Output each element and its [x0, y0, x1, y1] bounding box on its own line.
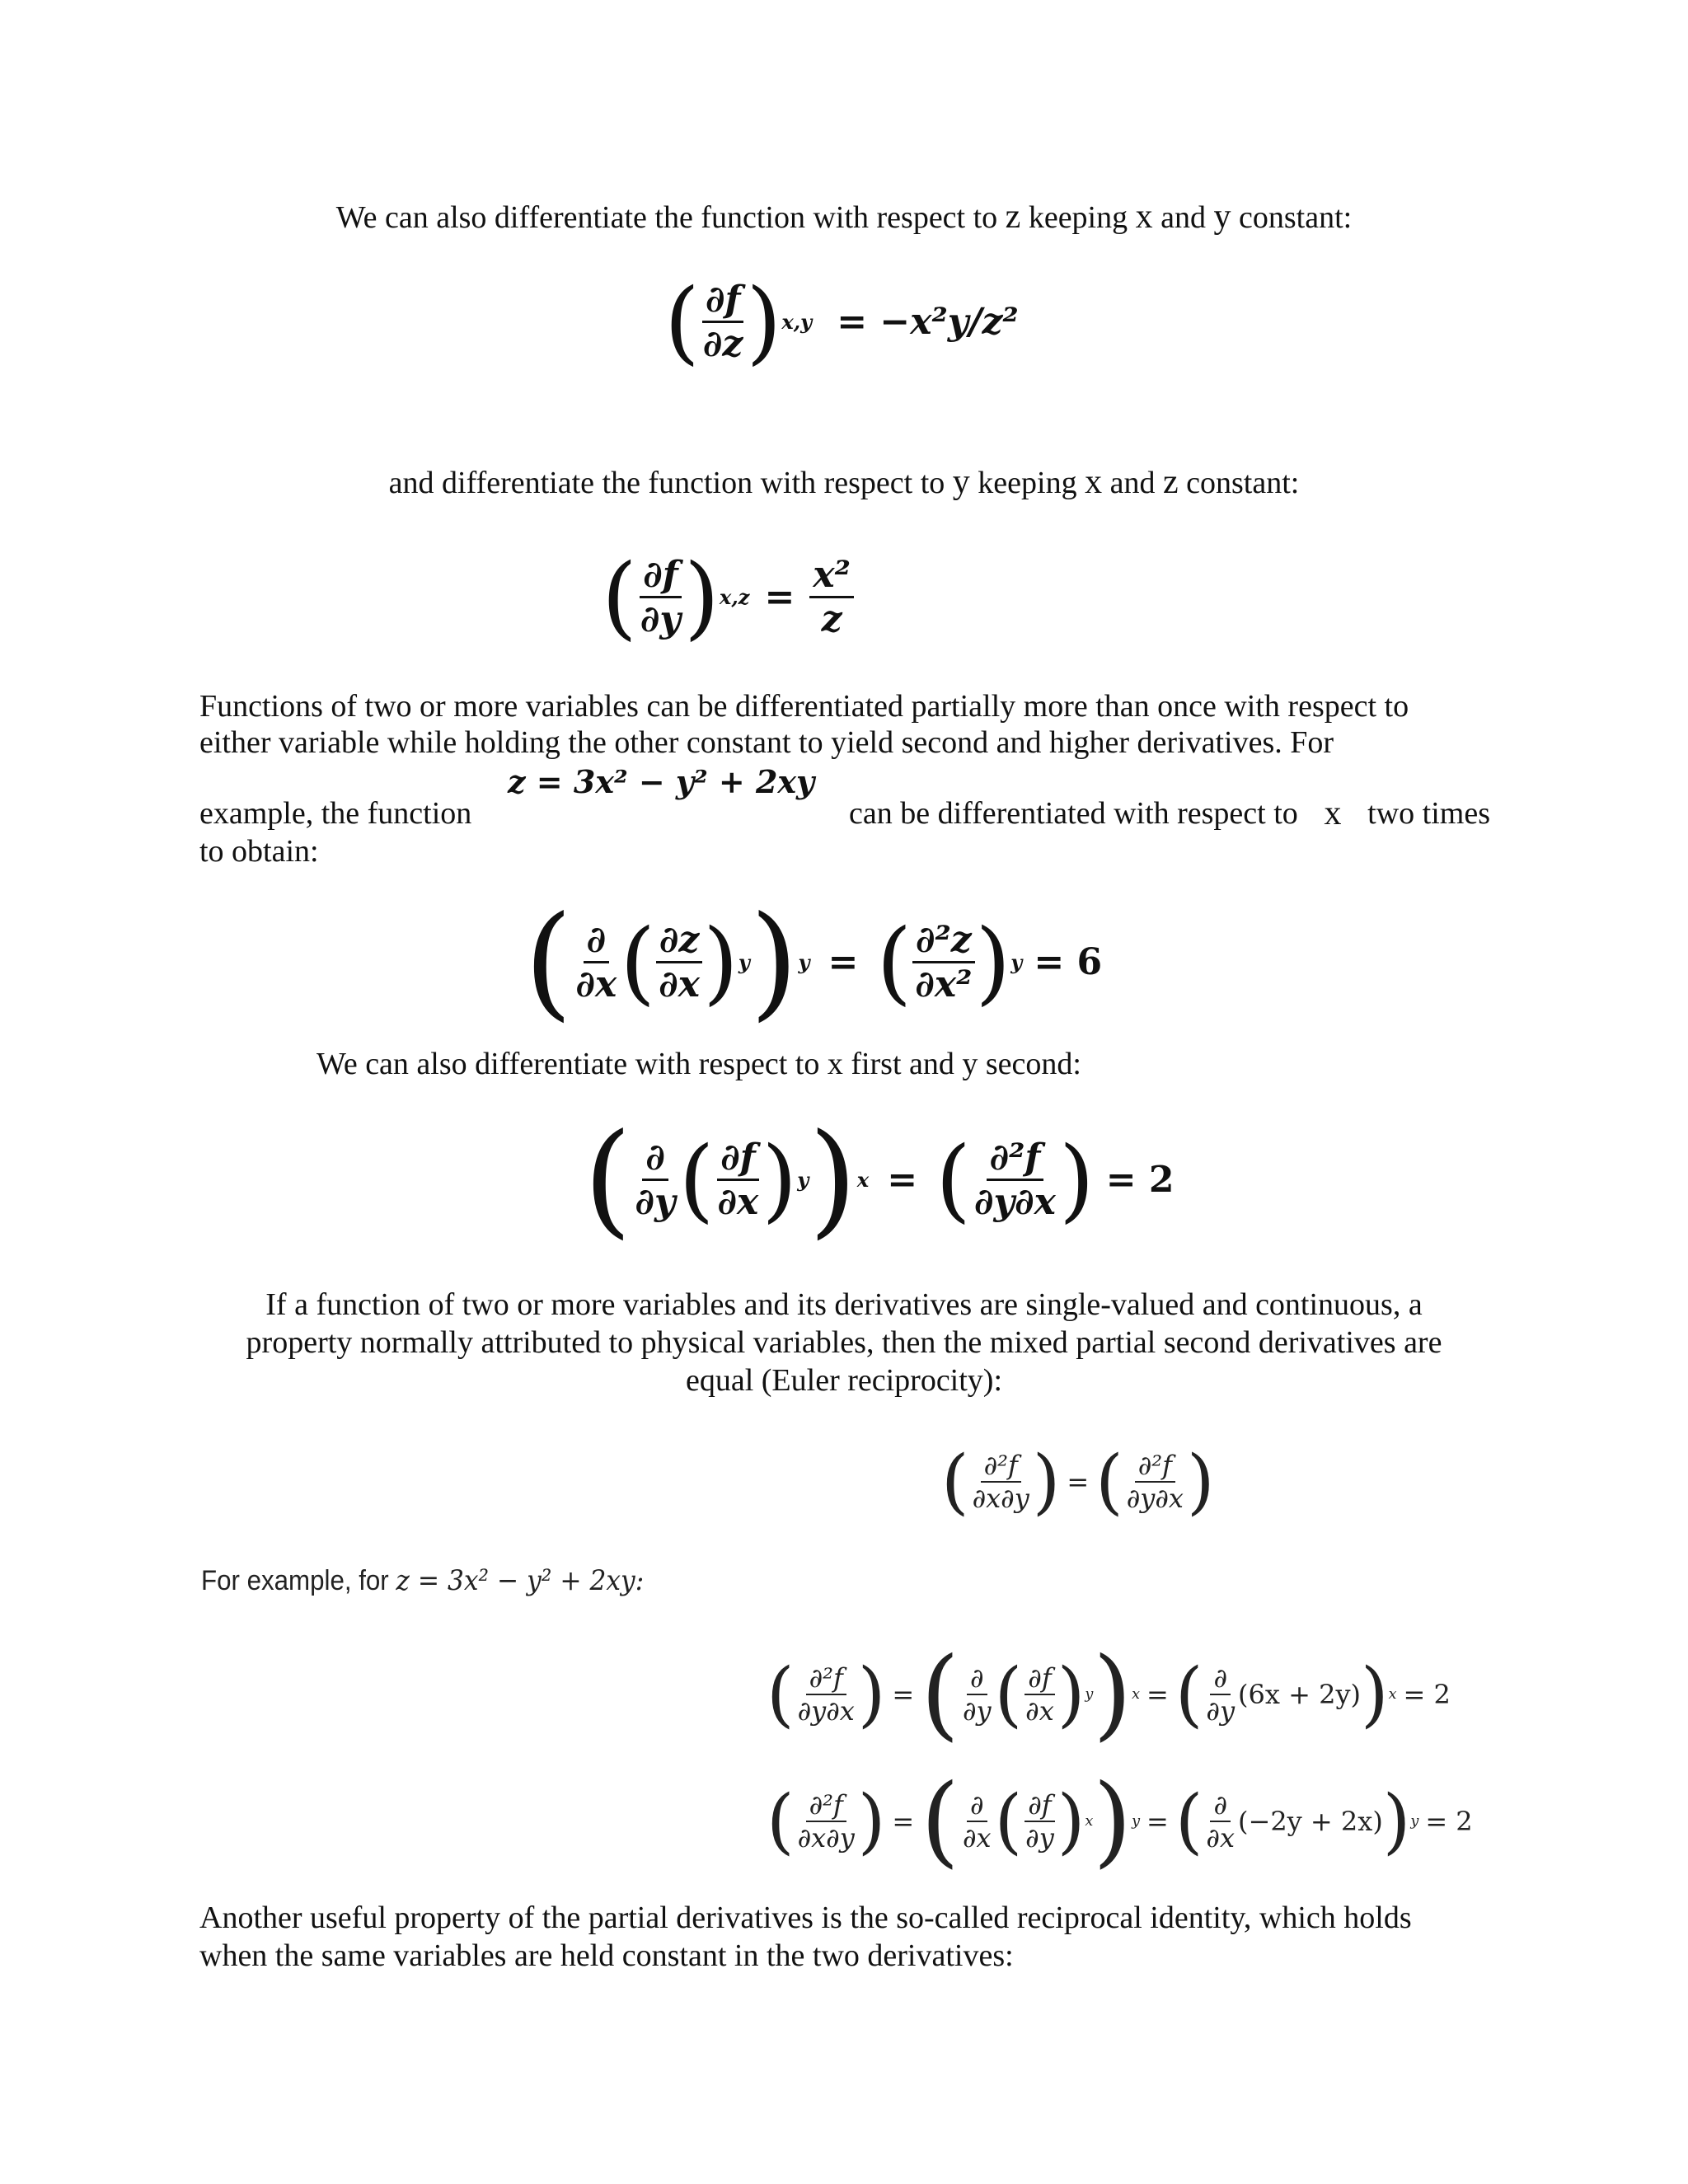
equation-example-dy-dx: ( $\frac{\text{∂²f}}{\partial y\partial x}$ ) = ( $\frac{\partial}{\partial y}$ ( $\frac{\partial f}{\partial x}$ ) y ) x = ( $\frac{\partial}{\partial y}$ (6x + 2y) ) x = 2 [767, 1637, 1451, 1751]
equation-example-dx-dy: ( $\frac{\text{∂²f}}{\partial x\partial y}$ ) = ( $\frac{\partial}{\partial x}$ ( $\frac{\partial f}{\partial y}$ ) x ) y = ( $\frac{\partial}{\partial x}$ (−2y + 2x) ) y = 2 [767, 1764, 1473, 1878]
paragraph-reciprocal-line-1: Another useful property of the partial derivatives is the so-called reciprocal identity, which holds [199, 1900, 1412, 1935]
equation-df-dz: ( $\frac{\partial f}{\partial z}$ ) x,y = −x²y/z² [664, 269, 1019, 374]
intro-line-1: We can also differentiate the function with respect to z keeping x and y constant: [335, 198, 1353, 236]
paragraph-euler-line-1: If a function of two or more variables and its derivatives are single-valued and continuous, a [265, 1287, 1423, 1322]
equation-euler-reciprocity: ( $\frac{\text{∂²f}}{\partial x\partial y}$ ) = ( $\frac{\text{∂²f}}{\partial y\partial x}$ ) [941, 1441, 1215, 1523]
paragraph-euler-line-3: equal (Euler reciprocity): [685, 1363, 1003, 1398]
equation-df-dy: ( $\frac{\partial f}{\partial y}$ ) x,z = $\frac{\text{x²}}{z}$ [602, 544, 854, 649]
paragraph-second-derivatives-line-1: Functions of two or more variables can be differentiated partially more than once with respect to [199, 689, 1409, 724]
paragraph-reciprocal-line-2: when the same variables are held constant in the two derivatives: [199, 1938, 1014, 1973]
intro-line-2: and differentiate the function with respect to y keeping x and z constant: [388, 463, 1300, 501]
equation-mixed-derivative: ( $\frac{\partial}{\partial y}$ ( $\frac{\partial f}{\partial x}$ ) y ) x = ( $\frac{\text{∂²f}}{\partial y\partial x}$ ) = 2 [584, 1108, 1175, 1251]
paragraph-euler-line-2: property normally attributed to physical variables, then the mixed partial second derivatives are [246, 1325, 1442, 1360]
paragraph-second-derivatives-line-4: to obtain: [199, 834, 319, 869]
intro-line-3: We can also differentiate with respect to x first and y second: [316, 1047, 1081, 1081]
inline-equation-z: z = 3x² − y² + 2xy [508, 763, 815, 800]
equation-second-derivative-z: ( $\frac{\partial}{\partial x}$ ( $\frac{\partial z}{\partial x}$ ) y ) y = ( $\frac{\text{∂²z}}{\text{∂x²}}$ ) y = 6 [524, 890, 1103, 1033]
paragraph-second-derivatives-line-3a: example, the function [199, 796, 472, 831]
paragraph-second-derivatives-line-3b: can be differentiated with respect to x two times [849, 794, 1490, 832]
example-label: For example, for z = 3x² − y² + 2xy: [201, 1564, 645, 1597]
paragraph-second-derivatives-line-2: either variable while holding the other constant to yield second and higher derivatives. For [199, 725, 1334, 760]
